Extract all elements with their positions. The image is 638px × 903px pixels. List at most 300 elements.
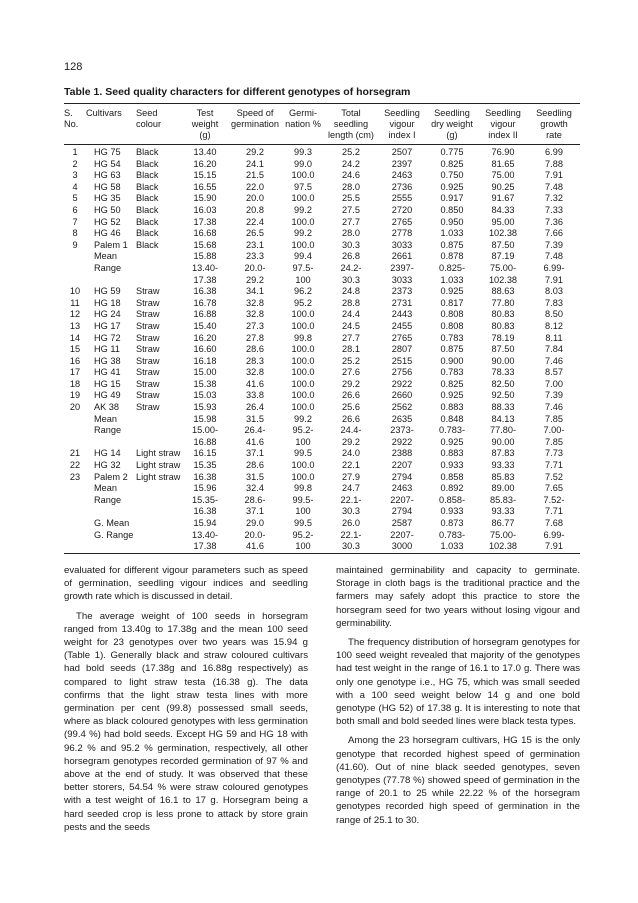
table-cell: 99.5: [294, 448, 312, 459]
table-cell: 17.38: [193, 541, 217, 552]
table-cell: 9: [72, 239, 78, 250]
table-cell: Mean: [94, 413, 117, 424]
table-cell: 99.0: [294, 158, 312, 169]
table-cell: 22.1-: [340, 494, 362, 505]
table-cell: 89.00: [491, 483, 515, 494]
table-cell: 86.77: [491, 518, 515, 528]
table-cell: 0.817: [440, 297, 464, 308]
table-cell: 2736: [391, 181, 413, 192]
table-cell: 100.0: [291, 471, 315, 482]
table-cell: 2635: [391, 413, 413, 424]
table-cell: 28.8: [342, 297, 360, 308]
table-cell: 2756: [391, 367, 413, 378]
table-cell: HG 17: [94, 320, 121, 331]
table-cell: 2207: [391, 460, 413, 471]
table-cell: 2: [72, 158, 78, 169]
table-cell: 20.0: [246, 193, 264, 204]
table-row: [64, 228, 580, 240]
table-row: [64, 286, 580, 298]
table-bottom-rule: [64, 553, 580, 554]
table-cell: Mean: [94, 251, 117, 262]
table-cell: 24.7: [342, 483, 360, 494]
table-cell: Black: [136, 181, 159, 192]
table-cell: 16.38: [193, 286, 217, 297]
table-cell: 91.67: [491, 193, 515, 204]
table-cell: 26.0: [342, 518, 360, 528]
table-cell: 17.38: [193, 216, 217, 227]
table-cell: [64, 518, 86, 530]
table-cell: [136, 541, 182, 553]
table-cell: 100.0: [291, 378, 315, 389]
table-cell: 7.39: [545, 390, 563, 401]
table-cell: HG 72: [94, 332, 121, 343]
table-cell: 15.00: [193, 367, 217, 378]
table-cell: 2765: [391, 216, 413, 227]
column-header-line: vigour: [490, 119, 516, 129]
table-cell: 100: [295, 541, 311, 552]
table-cell: 2463: [391, 483, 413, 494]
table-cell: 27.7: [342, 332, 360, 343]
table-cell: 27.9: [342, 471, 360, 482]
table-cell: 24.8: [342, 286, 360, 297]
table-cell: [64, 541, 86, 553]
column-header-line: colour: [136, 119, 162, 129]
table-cell: 90.00: [491, 436, 515, 447]
table-row: [64, 414, 580, 426]
table-cell: [136, 425, 182, 437]
table-cell: 29.2: [246, 147, 264, 157]
table-cell: 7.71: [545, 506, 563, 517]
table-cell: [136, 275, 182, 287]
table-cell: 16.55: [193, 181, 217, 192]
column-header-line: (g): [199, 130, 211, 140]
table-cell: 0.858: [440, 471, 464, 482]
table-cell: 24.5: [342, 320, 360, 331]
table-cell: 32.8: [246, 309, 264, 320]
table-row: [64, 251, 580, 263]
table-cell: 100.0: [291, 309, 315, 320]
column-header-line: nation %: [285, 119, 321, 129]
paragraph: maintained germinability and capacity to germinate. Storage in cloth bags is the traditional practice and the farmers may safely adopt this practice to store the horsegram seed for two years without losing vigour and germinability.: [336, 565, 580, 629]
table-cell: [64, 437, 86, 449]
column-header-line: index I: [388, 130, 416, 140]
table-header: [64, 104, 580, 147]
table-cell: 7.46: [545, 355, 563, 366]
table-cell: [64, 530, 86, 542]
table-cell: HG 11: [94, 344, 120, 355]
table-cell: Black: [136, 239, 159, 250]
table-row: [64, 448, 580, 460]
column-header: [136, 104, 182, 145]
table-cell: 99.4: [294, 251, 312, 262]
column-header-line: S.: [64, 108, 73, 118]
table-cell: 90.25: [491, 181, 515, 192]
table-cell: 34.1: [246, 286, 264, 297]
table-cell: 100.0: [291, 216, 315, 227]
table-cell: 6: [72, 204, 78, 215]
table-cell: 0.873: [440, 518, 464, 528]
table-cell: 26.6: [342, 390, 360, 401]
table-cell: 23.3: [246, 251, 264, 262]
table-cell: Straw: [136, 332, 160, 343]
table-caption: Table 1. Seed quality characters for different genotypes of horsegram: [64, 86, 411, 98]
table-cell: 7.91: [545, 274, 563, 285]
column-header: [324, 104, 378, 145]
table-cell: 7.33: [545, 204, 563, 215]
column-header-line: length (cm): [328, 130, 374, 140]
table-cell: HG 41: [94, 367, 121, 378]
table-cell: 99.8: [294, 483, 312, 494]
table-cell: 2463: [391, 170, 413, 181]
table-cell: Straw: [136, 344, 160, 355]
column-header-line: vigour: [389, 119, 415, 129]
table-cell: [64, 506, 86, 518]
table-cell: 96.2: [294, 286, 312, 297]
table-cell: HG 75: [94, 147, 121, 157]
table-cell: HG 59: [94, 286, 121, 297]
table-row: [64, 425, 580, 437]
table-row: [64, 530, 580, 542]
table-cell: 2443: [391, 309, 413, 320]
table-cell: HG 46: [94, 228, 121, 239]
table-cell: 93.33: [491, 506, 515, 517]
table-cell: 24.2-: [340, 262, 362, 273]
table-cell: 0.825: [440, 158, 464, 169]
column-header-line: (g): [446, 130, 458, 140]
table-cell: 0.783: [440, 367, 464, 378]
table-cell: 0.950: [440, 216, 464, 227]
table-cell: Straw: [136, 402, 160, 413]
table-cell: 0.875: [440, 344, 464, 355]
table-cell: 30.3: [342, 274, 360, 285]
table-cell: 2661: [391, 251, 413, 262]
table-cell: [136, 518, 182, 530]
table-row: [64, 472, 580, 484]
table-cell: 15.03: [193, 390, 217, 401]
paragraph: The average weight of 100 seeds in horsegram ranged from 13.40g to 17.38g and the mean 100 seed weight for 23 genotypes over two years was 15.94 g (Table 1). Generally black and straw coloured cultivars had bold seeds (17.38g and 16.88g respectively) as compared to light straw testa (16.38 g). The data confirms that the light straw testa lines with more germination per cent (99.8) possessed small seeds, where as black coloured genotypes with less germination (99.4 %) had bold seeds. Except HG 59 and HG 18 with 96.2 % and 95.2 % germination, respectively, all other horsegram genotypes recorded germination of 97 % and above at the end of study. It was observed that these better storers, 54.54 % were straw coloured genotypes with a test weight of 16.1 to 17 g. Horsegram being a hard seeded crop is less prone to attack by store grain pests and the seeds: [64, 610, 308, 833]
table-cell: 41.6: [246, 436, 264, 447]
table-cell: 16.18: [193, 355, 217, 366]
table-cell: 7.91: [545, 170, 563, 181]
table-cell: 2397: [391, 158, 413, 169]
table-cell: 16: [69, 355, 81, 366]
table-cell: 16.15: [193, 448, 217, 459]
column-header-line: Seedling: [434, 108, 470, 118]
table-row: [64, 541, 580, 553]
table-cell: 15.38: [193, 378, 217, 389]
table-cell: 7.66: [545, 228, 563, 239]
column-header: [378, 104, 426, 145]
table-cell: [136, 437, 182, 449]
table-cell: 16.78: [193, 297, 217, 308]
table-cell: 22.0: [246, 181, 264, 192]
table-cell: [136, 530, 182, 542]
table-cell: 2807: [391, 344, 413, 355]
column-header-line: rate: [546, 130, 562, 140]
table-cell: 20.0-: [244, 262, 266, 273]
table-cell: 7.52: [545, 471, 563, 482]
table-cell: 27.8: [246, 332, 264, 343]
table-cell: 7.39: [545, 239, 563, 250]
table-cell: 2660: [391, 390, 413, 401]
table-cell: 25.5: [342, 193, 360, 204]
table-cell: Range: [94, 262, 122, 273]
table-cell: HG 15: [94, 378, 121, 389]
table-cell: 30.3: [342, 239, 360, 250]
table-cell: 27.6: [342, 367, 360, 378]
table-cell: 14: [69, 332, 81, 343]
column-header-line: index II: [488, 130, 518, 140]
table-cell: 0.808: [440, 320, 464, 331]
column-header-line: Seedling: [536, 108, 572, 118]
column-header-line: germination: [230, 119, 279, 129]
table-cell: 84.33: [491, 204, 515, 215]
table-cell: 8.11: [545, 332, 563, 343]
column-header-line: dry weight: [431, 119, 473, 129]
table-cell: 22.1-: [340, 529, 362, 540]
table-cell: 26.6: [342, 413, 360, 424]
table-cell: 33.8: [246, 390, 264, 401]
table-cell: 2922: [391, 436, 413, 447]
table-cell: 29.2: [342, 436, 360, 447]
table-cell: 8: [72, 228, 78, 239]
column-header-line: seedling: [333, 119, 369, 129]
table-cell: Black: [136, 228, 159, 239]
table-cell: Black: [136, 170, 159, 181]
table-cell: 78.19: [491, 332, 515, 343]
table-cell: 37.1: [246, 448, 264, 459]
table-cell: [64, 425, 86, 437]
table-cell: 0.933: [440, 460, 464, 471]
column-header: [228, 104, 282, 145]
table-cell: 41.6: [246, 378, 264, 389]
table-cell: 2388: [391, 448, 413, 459]
table-cell: 0.883: [440, 402, 464, 413]
paragraph: Among the 23 horsegram cultivars, HG 15 is the only genotype that recorded highest speed of germination (41.60). Out of nine black seeded genotypes, seven genotypes (77.78 %) showed speed of germination in the range of 20.1 to 25 while 22.22 % of the horsegram genotypes recorded high speed of germination in the range of 25.1 to 30.: [336, 735, 580, 826]
table-cell: 0.783-: [438, 529, 466, 540]
table-cell: 0.875: [440, 239, 464, 250]
table-cell: 84.13: [491, 413, 515, 424]
table-row: [64, 321, 580, 333]
table-row: [64, 333, 580, 345]
table-cell: 1.033: [440, 274, 464, 285]
table-cell: 16.68: [193, 228, 217, 239]
table-row: [64, 460, 580, 472]
table-cell: 97.5: [294, 181, 312, 192]
table-cell: 23: [69, 471, 81, 482]
table-cell: 100.0: [291, 460, 315, 471]
column-header-line: Total: [341, 108, 361, 118]
table-cell: 2778: [391, 228, 413, 239]
table-cell: [136, 506, 182, 518]
table-cell: 13: [69, 320, 81, 331]
table-cell: 7.65: [545, 483, 563, 494]
table-cell: 99.5-: [292, 494, 314, 505]
table-row: [64, 518, 580, 530]
table-cell: 15.93: [193, 402, 217, 413]
table-cell: 2562: [391, 402, 413, 413]
table-cell: 20.8: [246, 204, 264, 215]
table-cell: 92.50: [491, 390, 515, 401]
table-cell: 7.73: [545, 448, 563, 459]
table-cell: 1: [72, 147, 78, 157]
table-cell: 99.3: [294, 147, 312, 157]
table-cell: 26.4-: [244, 425, 266, 436]
table-row: [64, 344, 580, 356]
table-cell: 99.8: [294, 332, 312, 343]
table-cell: 95.2: [294, 297, 312, 308]
table-cell: [136, 263, 182, 275]
table-cell: 29.2: [342, 378, 360, 389]
table-cell: [64, 263, 86, 275]
table-row: [64, 217, 580, 229]
table-cell: 15: [69, 344, 81, 355]
table-cell: 24.6: [342, 170, 360, 181]
table-cell: 3033: [391, 239, 413, 250]
table-cell: 7.85: [545, 436, 563, 447]
table-cell: 102.38: [488, 228, 518, 239]
table-cell: 95.2-: [292, 529, 314, 540]
table-row: [64, 159, 580, 171]
table-cell: Straw: [136, 309, 160, 320]
column-header: [478, 104, 528, 145]
table-cell: 16.88: [193, 309, 217, 320]
table-cell: 15.40: [193, 320, 217, 331]
table-cell: 85.83: [491, 471, 515, 482]
table-cell: 19: [69, 390, 81, 401]
table-cell: 100.0: [291, 320, 315, 331]
body-text: [64, 564, 580, 840]
table-cell: [64, 495, 86, 507]
table-cell: 7.36: [545, 216, 563, 227]
table-cell: AK 38: [94, 402, 120, 413]
column-header-line: No.: [64, 119, 79, 129]
table-cell: 21: [69, 448, 81, 459]
table-cell: 28.6: [246, 344, 264, 355]
table-cell: HG 38: [94, 355, 121, 366]
table-cell: 90.00: [491, 355, 515, 366]
table-row: [64, 193, 580, 205]
table-cell: 12: [69, 309, 81, 320]
table-cell: 2373: [391, 286, 413, 297]
table-cell: 24.2: [342, 158, 360, 169]
table-cell: 15.68: [193, 239, 217, 250]
table-cell: Black: [136, 158, 159, 169]
column-header: [182, 104, 228, 145]
table-cell: 27.5: [342, 204, 360, 215]
table-cell: 16.60: [193, 344, 217, 355]
table-cell: HG 63: [94, 170, 121, 181]
table-row: [64, 240, 580, 252]
table-cell: 100.0: [291, 239, 315, 250]
table-cell: HG 24: [94, 309, 121, 320]
table-cell: 0.883: [440, 448, 464, 459]
table-cell: 0.878: [440, 251, 464, 262]
table-cell: [64, 251, 86, 263]
table-cell: HG 14: [94, 448, 121, 459]
column-header-line: Test: [196, 108, 214, 118]
table-cell: 24.4-: [340, 425, 362, 436]
table-cell: HG 18: [94, 297, 121, 308]
table-cell: 20: [69, 402, 81, 413]
table-cell: 2587: [391, 518, 413, 528]
table-cell: 97.5-: [292, 262, 314, 273]
table-cell: HG 49: [94, 390, 121, 401]
table-cell: 0.850: [440, 204, 464, 215]
table-cell: 100.0: [291, 402, 315, 413]
table-cell: 95.2-: [292, 425, 314, 436]
table-cell: 25.6: [342, 402, 360, 413]
table-cell: 0.848: [440, 413, 464, 424]
table-cell: [64, 483, 86, 495]
column-header-line: Seed: [136, 108, 158, 118]
table-cell: 100.0: [291, 355, 315, 366]
table-cell: Light straw: [136, 471, 181, 482]
body-column-right: [336, 564, 580, 840]
table-cell: 15.35: [193, 460, 217, 471]
paragraph: The frequency distribution of horsegram genotypes for 100 seed weight revealed that majority of the genotypes had test weight in the range of 16.1 to 17.0 g. There was only one genotype i.e., HG 75, which was small seeded with a 100 seed weight below 14 g and one bold genotype (HG 52) of 17.38 g. It is interesting to note that both small and bold seeded lines were black testa types.: [336, 637, 580, 728]
table-cell: Straw: [136, 286, 160, 297]
table-cell: 7.83: [545, 297, 563, 308]
table-cell: G. Range: [94, 529, 134, 540]
table-cell: 1.033: [440, 541, 464, 552]
table-cell: 0.917: [440, 193, 464, 204]
table-cell: Range: [94, 494, 122, 505]
table-cell: 1.033: [440, 228, 464, 239]
table-cell: 18: [69, 378, 81, 389]
table-cell: 17: [69, 367, 81, 378]
table-cell: 27.7: [342, 216, 360, 227]
table-cell: Straw: [136, 378, 160, 389]
table-cell: 100: [295, 506, 311, 517]
table-cell: 22: [69, 460, 81, 471]
table-cell: 15.96: [193, 483, 217, 494]
table-cell: 29.2: [246, 274, 264, 285]
table-cell: 0.783: [440, 332, 464, 343]
table-cell: 87.83: [491, 448, 515, 459]
table-cell: 0.825-: [438, 262, 466, 273]
table-row: [64, 170, 580, 182]
table-cell: 37.1: [246, 506, 264, 517]
table-cell: 0.825: [440, 378, 464, 389]
table-cell: 26.5: [246, 228, 264, 239]
table-cell: 100.0: [291, 193, 315, 204]
table-cell: 7: [72, 216, 78, 227]
table-cell: HG 54: [94, 158, 121, 169]
table-cell: 80.83: [491, 320, 515, 331]
table-cell: 7.46: [545, 402, 563, 413]
table-cell: [136, 251, 182, 263]
table-row: [64, 506, 580, 518]
table-cell: 78.33: [491, 367, 515, 378]
column-header: [86, 104, 136, 145]
column-header: [426, 104, 478, 145]
table-cell: 100: [295, 436, 311, 447]
table-cell: Palem 2: [94, 471, 128, 482]
table-cell: 2794: [391, 506, 413, 517]
table-cell: Straw: [136, 390, 160, 401]
table-cell: Light straw: [136, 448, 181, 459]
table-cell: 7.32: [545, 193, 563, 204]
table-row: [64, 263, 580, 275]
table-cell: 17.38: [193, 274, 217, 285]
table-cell: 15.98: [193, 413, 217, 424]
table-cell: 7.68: [545, 518, 563, 528]
column-header: [64, 104, 86, 145]
table-cell: 28.0: [342, 228, 360, 239]
table-cell: 75.00: [491, 170, 515, 181]
table-cell: 2720: [391, 204, 413, 215]
